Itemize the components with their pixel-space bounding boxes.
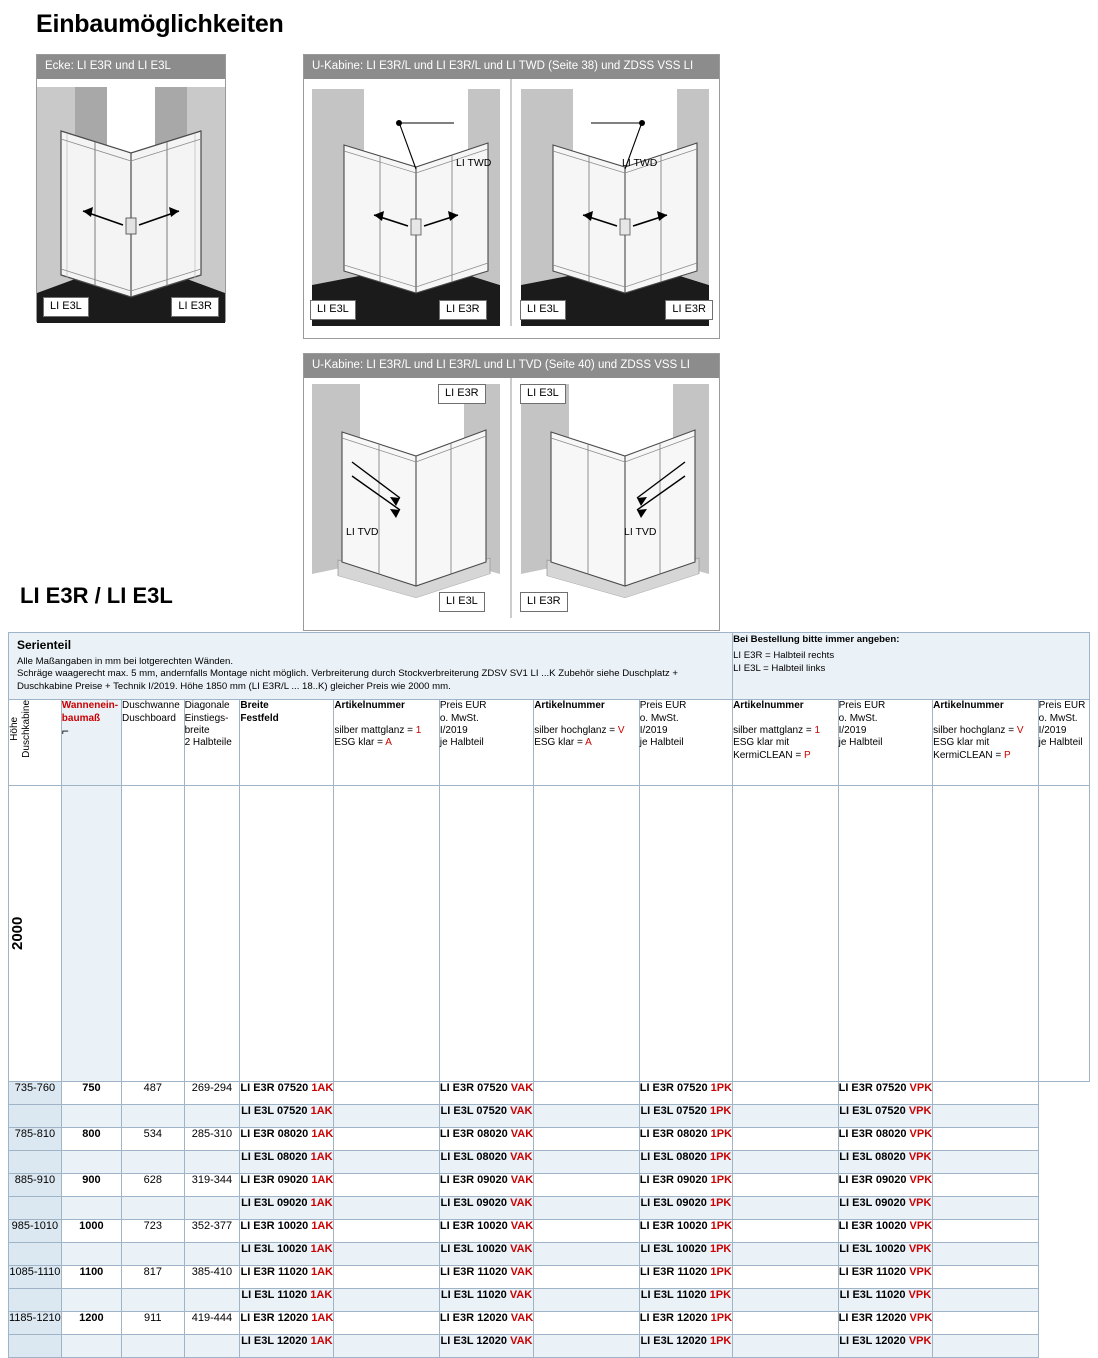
cell-preis-1 bbox=[334, 1082, 440, 1105]
cell-artikelnummer-1: LI E3R 07520 1AK bbox=[240, 1082, 334, 1105]
cell-artikelnummer-3: LI E3L 10020 1PK bbox=[639, 1243, 732, 1266]
cell-artikelnummer-2: LI E3R 11020 VAK bbox=[439, 1266, 533, 1289]
cell-wannenmass bbox=[9, 1151, 62, 1174]
cell-preis-4 bbox=[933, 1128, 1039, 1151]
spacer-cell bbox=[838, 786, 933, 1082]
cell-artikelnummer-2: LI E3R 12020 VAK bbox=[439, 1312, 533, 1335]
cell-artikelnummer-1: LI E3R 08020 1AK bbox=[240, 1128, 334, 1151]
serienteil-line-1: Alle Maßangaben in mm bei lotgerechten Wänden. bbox=[17, 656, 233, 667]
table-row bbox=[9, 1243, 1090, 1266]
cell-artikelnummer-2: LI E3L 10020 VAK bbox=[439, 1243, 533, 1266]
cell-preis-3 bbox=[733, 1151, 839, 1174]
cell-preis-1 bbox=[334, 1243, 440, 1266]
cell-diagonale bbox=[121, 1289, 184, 1312]
cell-diagonale: 723 bbox=[121, 1220, 184, 1243]
spacer-cell bbox=[334, 786, 440, 1082]
cell-preis-4 bbox=[933, 1335, 1039, 1358]
cell-preis-1 bbox=[334, 1105, 440, 1128]
cell-diagonale: 487 bbox=[121, 1082, 184, 1105]
spacer-cell bbox=[534, 786, 640, 1082]
price-table bbox=[8, 632, 1090, 1358]
table-row bbox=[9, 1220, 1090, 1243]
cell-artikelnummer-4: LI E3L 11020 VPK bbox=[838, 1289, 933, 1312]
cell-preis-3 bbox=[733, 1266, 839, 1289]
serienteil-line-3: Duschkabine Preise + Technik I/2019. Höhe 1850 mm (LI E3R/L ... 18..K) gleicher Preis wie 2000 mm. bbox=[17, 680, 451, 692]
label-li-tvd-left: LI TVD bbox=[346, 526, 379, 538]
order-note-line-2: LI E3L = Halbteil links bbox=[733, 663, 826, 674]
header-artikelnummer-2: Artikelnummer silber hochglanz = V ESG klar = A bbox=[534, 700, 640, 786]
cell-artikelnummer-4: LI E3R 09020 VPK bbox=[838, 1174, 933, 1197]
cell-artikelnummer-3: LI E3R 07520 1PK bbox=[639, 1082, 732, 1105]
cell-duschwanne bbox=[61, 1197, 121, 1220]
cell-breite-festfeld bbox=[184, 1243, 240, 1266]
cell-breite-festfeld: 269-294 bbox=[184, 1082, 240, 1105]
cell-artikelnummer-4: LI E3L 10020 VPK bbox=[838, 1243, 933, 1266]
cell-artikelnummer-3: LI E3L 12020 1PK bbox=[639, 1335, 732, 1358]
cell-preis-4 bbox=[933, 1082, 1039, 1105]
cell-wannenmass bbox=[9, 1243, 62, 1266]
label-li-e3r-twd-right: LI E3R bbox=[665, 300, 713, 320]
cell-preis-1 bbox=[334, 1174, 440, 1197]
cell-artikelnummer-1: LI E3L 10020 1AK bbox=[240, 1243, 334, 1266]
cell-preis-4 bbox=[933, 1105, 1039, 1128]
cell-artikelnummer-2: LI E3L 12020 VAK bbox=[439, 1335, 533, 1358]
header-hoehe: Höhe Duschkabine bbox=[9, 700, 62, 786]
cell-wannenmass: 735-760 bbox=[9, 1082, 62, 1105]
table-row bbox=[9, 1289, 1090, 1312]
cell-artikelnummer-3: LI E3R 12020 1PK bbox=[639, 1312, 732, 1335]
table-row bbox=[9, 1128, 1090, 1151]
table-row bbox=[9, 1105, 1090, 1128]
cell-artikelnummer-3: LI E3R 08020 1PK bbox=[639, 1128, 732, 1151]
cell-preis-1 bbox=[334, 1220, 440, 1243]
cell-artikelnummer-4: LI E3L 08020 VPK bbox=[838, 1151, 933, 1174]
header-artikelnummer-4: Artikelnummer silber hochglanz = V ESG klar mit KermiCLEAN = P bbox=[933, 700, 1039, 786]
label-li-tvd-right: LI TVD bbox=[624, 526, 657, 538]
cell-diagonale bbox=[121, 1335, 184, 1358]
cell-artikelnummer-1: LI E3L 12020 1AK bbox=[240, 1335, 334, 1358]
cell-preis-2 bbox=[534, 1335, 640, 1358]
header-duschwanne: Duschwanne Duschboard bbox=[121, 700, 184, 786]
cell-diagonale: 817 bbox=[121, 1266, 184, 1289]
cell-duschwanne bbox=[61, 1289, 121, 1312]
height-group-cell: 2000 bbox=[9, 786, 62, 1082]
cell-preis-3 bbox=[733, 1197, 839, 1220]
header-wannenmass: Wannenein- baumaß ⌐ bbox=[61, 700, 121, 786]
cell-preis-1 bbox=[334, 1197, 440, 1220]
cell-artikelnummer-4: LI E3L 12020 VPK bbox=[838, 1335, 933, 1358]
cell-preis-2 bbox=[534, 1082, 640, 1105]
cell-preis-2 bbox=[534, 1128, 640, 1151]
panel-caption-ukabine-twd: U-Kabine: LI E3R/L und LI E3R/L und LI TWD (Seite 38) und ZDSS VSS LI bbox=[304, 55, 719, 79]
diagram-panel-ukabine-twd bbox=[303, 54, 720, 339]
label-li-e3r-tvd-right-bottom: LI E3R bbox=[520, 592, 568, 612]
cell-diagonale bbox=[121, 1197, 184, 1220]
cell-preis-1 bbox=[334, 1128, 440, 1151]
table-row bbox=[9, 1174, 1090, 1197]
header-artikelnummer-3: Artikelnummer silber mattglanz = 1 ESG klar mit KermiCLEAN = P bbox=[733, 700, 839, 786]
cell-diagonale: 534 bbox=[121, 1128, 184, 1151]
cell-preis-2 bbox=[534, 1266, 640, 1289]
cell-preis-4 bbox=[933, 1197, 1039, 1220]
cell-preis-2 bbox=[534, 1197, 640, 1220]
cell-artikelnummer-3: LI E3R 11020 1PK bbox=[639, 1266, 732, 1289]
cell-wannenmass: 1085-1110 bbox=[9, 1266, 62, 1289]
header-artikelnummer-1: Artikelnummer silber mattglanz = 1 ESG klar = A bbox=[334, 700, 440, 786]
cell-artikelnummer-4: LI E3L 09020 VPK bbox=[838, 1197, 933, 1220]
cell-artikelnummer-4: LI E3R 08020 VPK bbox=[838, 1128, 933, 1151]
cell-preis-3 bbox=[733, 1174, 839, 1197]
cell-preis-4 bbox=[933, 1266, 1039, 1289]
cell-wannenmass bbox=[9, 1289, 62, 1312]
cell-artikelnummer-1: LI E3L 09020 1AK bbox=[240, 1197, 334, 1220]
cell-artikelnummer-1: LI E3L 11020 1AK bbox=[240, 1289, 334, 1312]
cell-diagonale: 911 bbox=[121, 1312, 184, 1335]
cell-artikelnummer-1: LI E3L 07520 1AK bbox=[240, 1105, 334, 1128]
cell-artikelnummer-1: LI E3R 11020 1AK bbox=[240, 1266, 334, 1289]
cell-preis-3 bbox=[733, 1105, 839, 1128]
label-li-e3l-tvd-left-bottom: LI E3L bbox=[439, 592, 485, 612]
table-header-row bbox=[9, 700, 1090, 786]
cell-duschwanne: 1200 bbox=[61, 1312, 121, 1335]
header-preis-1: Preis EUR o. MwSt. I/2019 je Halbteil bbox=[439, 700, 533, 786]
cell-breite-festfeld: 419-444 bbox=[184, 1312, 240, 1335]
serienteil-note bbox=[9, 633, 733, 700]
serienteil-title: Serienteil bbox=[17, 638, 72, 652]
cell-preis-4 bbox=[933, 1289, 1039, 1312]
cell-artikelnummer-2: LI E3R 07520 VAK bbox=[439, 1082, 533, 1105]
order-note-line-1: LI E3R = Halbteil rechts bbox=[733, 650, 835, 661]
cell-preis-2 bbox=[534, 1243, 640, 1266]
cell-breite-festfeld: 319-344 bbox=[184, 1174, 240, 1197]
cell-artikelnummer-2: LI E3R 10020 VAK bbox=[439, 1220, 533, 1243]
cell-preis-4 bbox=[933, 1174, 1039, 1197]
cell-preis-1 bbox=[334, 1151, 440, 1174]
spacer-cell bbox=[61, 786, 121, 1082]
cell-duschwanne bbox=[61, 1335, 121, 1358]
cell-preis-4 bbox=[933, 1312, 1039, 1335]
cell-artikelnummer-4: LI E3L 07520 VPK bbox=[838, 1105, 933, 1128]
table-row bbox=[9, 1266, 1090, 1289]
cell-preis-3 bbox=[733, 1289, 839, 1312]
cell-wannenmass: 785-810 bbox=[9, 1128, 62, 1151]
table-row bbox=[9, 1335, 1090, 1358]
cell-preis-2 bbox=[534, 1312, 640, 1335]
header-preis-4: Preis EUR o. MwSt. I/2019 je Halbteil bbox=[1038, 700, 1089, 786]
cell-duschwanne: 800 bbox=[61, 1128, 121, 1151]
cell-artikelnummer-1: LI E3L 08020 1AK bbox=[240, 1151, 334, 1174]
cell-wannenmass bbox=[9, 1197, 62, 1220]
cell-artikelnummer-1: LI E3R 12020 1AK bbox=[240, 1312, 334, 1335]
table-row bbox=[9, 1151, 1090, 1174]
cell-duschwanne: 1100 bbox=[61, 1266, 121, 1289]
label-li-e3r-ecke: LI E3R bbox=[171, 297, 219, 317]
label-li-e3l-twd-left: LI E3L bbox=[310, 300, 356, 320]
table-spacer-row bbox=[9, 786, 1090, 1082]
order-note bbox=[733, 633, 1090, 700]
label-li-e3l-ecke: LI E3L bbox=[43, 297, 89, 317]
cell-artikelnummer-2: LI E3R 08020 VAK bbox=[439, 1128, 533, 1151]
cell-duschwanne bbox=[61, 1151, 121, 1174]
cell-wannenmass: 1185-1210 bbox=[9, 1312, 62, 1335]
label-li-e3r-twd-left: LI E3R bbox=[439, 300, 487, 320]
spacer-cell bbox=[240, 786, 334, 1082]
cell-diagonale bbox=[121, 1243, 184, 1266]
cell-artikelnummer-3: LI E3L 07520 1PK bbox=[639, 1105, 732, 1128]
header-diagonale: Diagonale Einstiegs- breite 2 Halbteile bbox=[184, 700, 240, 786]
cell-duschwanne: 900 bbox=[61, 1174, 121, 1197]
cell-diagonale bbox=[121, 1105, 184, 1128]
cell-artikelnummer-4: LI E3R 07520 VPK bbox=[838, 1082, 933, 1105]
header-preis-3: Preis EUR o. MwSt. I/2019 je Halbteil bbox=[838, 700, 933, 786]
cell-preis-2 bbox=[534, 1289, 640, 1312]
cell-breite-festfeld bbox=[184, 1197, 240, 1220]
label-li-e3l-twd-right: LI E3L bbox=[520, 300, 566, 320]
cell-duschwanne: 1000 bbox=[61, 1220, 121, 1243]
cell-preis-2 bbox=[534, 1105, 640, 1128]
spacer-cell bbox=[639, 786, 732, 1082]
cell-preis-1 bbox=[334, 1312, 440, 1335]
spacer-cell bbox=[439, 786, 533, 1082]
cell-preis-3 bbox=[733, 1335, 839, 1358]
cell-breite-festfeld: 385-410 bbox=[184, 1266, 240, 1289]
page-title: Einbaumöglichkeiten bbox=[36, 10, 284, 38]
header-preis-2: Preis EUR o. MwSt. I/2019 je Halbteil bbox=[639, 700, 732, 786]
cell-preis-3 bbox=[733, 1220, 839, 1243]
table-note-row bbox=[9, 633, 1090, 700]
cell-preis-1 bbox=[334, 1289, 440, 1312]
cell-artikelnummer-3: LI E3R 09020 1PK bbox=[639, 1174, 732, 1197]
cell-artikelnummer-1: LI E3R 09020 1AK bbox=[240, 1174, 334, 1197]
cell-artikelnummer-2: LI E3L 09020 VAK bbox=[439, 1197, 533, 1220]
label-li-twd-right: LI TWD bbox=[622, 157, 658, 169]
cell-breite-festfeld bbox=[184, 1335, 240, 1358]
spacer-cell bbox=[933, 786, 1039, 1082]
panel-caption-ecke: Ecke: LI E3R und LI E3L bbox=[37, 55, 225, 79]
cell-preis-3 bbox=[733, 1128, 839, 1151]
cell-artikelnummer-2: LI E3R 09020 VAK bbox=[439, 1174, 533, 1197]
cell-breite-festfeld bbox=[184, 1151, 240, 1174]
spacer-cell bbox=[184, 786, 240, 1082]
cell-artikelnummer-4: LI E3R 12020 VPK bbox=[838, 1312, 933, 1335]
cell-preis-1 bbox=[334, 1266, 440, 1289]
product-title: LI E3R / LI E3L bbox=[20, 583, 173, 608]
cell-artikelnummer-2: LI E3L 11020 VAK bbox=[439, 1289, 533, 1312]
cell-wannenmass bbox=[9, 1335, 62, 1358]
cell-diagonale: 628 bbox=[121, 1174, 184, 1197]
cell-preis-3 bbox=[733, 1243, 839, 1266]
cell-wannenmass: 885-910 bbox=[9, 1174, 62, 1197]
cell-preis-4 bbox=[933, 1243, 1039, 1266]
spacer-cell bbox=[1038, 786, 1089, 1082]
diagram-panel-ecke bbox=[36, 54, 226, 322]
cell-wannenmass: 985-1010 bbox=[9, 1220, 62, 1243]
label-li-e3r-tvd-left-top: LI E3R bbox=[438, 384, 486, 404]
spacer-cell bbox=[733, 786, 839, 1082]
cell-duschwanne: 750 bbox=[61, 1082, 121, 1105]
cell-duschwanne bbox=[61, 1105, 121, 1128]
cell-preis-2 bbox=[534, 1220, 640, 1243]
cell-breite-festfeld: 352-377 bbox=[184, 1220, 240, 1243]
cell-preis-1 bbox=[334, 1335, 440, 1358]
label-li-e3l-tvd-right-top: LI E3L bbox=[520, 384, 566, 404]
cell-preis-2 bbox=[534, 1174, 640, 1197]
cell-artikelnummer-3: LI E3L 11020 1PK bbox=[639, 1289, 732, 1312]
cell-breite-festfeld: 285-310 bbox=[184, 1128, 240, 1151]
table-row bbox=[9, 1082, 1090, 1105]
cell-duschwanne bbox=[61, 1243, 121, 1266]
cell-artikelnummer-4: LI E3R 10020 VPK bbox=[838, 1220, 933, 1243]
cell-diagonale bbox=[121, 1151, 184, 1174]
spacer-cell bbox=[121, 786, 184, 1082]
order-note-title: Bei Bestellung bitte immer angeben: bbox=[733, 634, 900, 645]
cell-preis-3 bbox=[733, 1082, 839, 1105]
cell-preis-2 bbox=[534, 1151, 640, 1174]
table-row bbox=[9, 1197, 1090, 1220]
cell-artikelnummer-4: LI E3R 11020 VPK bbox=[838, 1266, 933, 1289]
diagram-panel-ukabine-tvd bbox=[303, 353, 720, 631]
label-li-twd-left: LI TWD bbox=[456, 157, 492, 169]
table-row bbox=[9, 1312, 1090, 1335]
cell-breite-festfeld bbox=[184, 1289, 240, 1312]
cell-preis-4 bbox=[933, 1151, 1039, 1174]
cell-artikelnummer-2: LI E3L 08020 VAK bbox=[439, 1151, 533, 1174]
cell-wannenmass bbox=[9, 1105, 62, 1128]
cell-artikelnummer-2: LI E3L 07520 VAK bbox=[439, 1105, 533, 1128]
cell-artikelnummer-3: LI E3L 09020 1PK bbox=[639, 1197, 732, 1220]
serienteil-line-2: Schräge waagerecht max. 5 mm, andernfalls Montage nicht möglich. Verbreiterung durch Stockverbreiterung ZDSV SV1 LI ...K Zubehör siehe Duschplatz + bbox=[17, 668, 678, 680]
cell-breite-festfeld bbox=[184, 1105, 240, 1128]
cell-preis-4 bbox=[933, 1220, 1039, 1243]
cell-artikelnummer-3: LI E3R 10020 1PK bbox=[639, 1220, 732, 1243]
panel-caption-ukabine-tvd: U-Kabine: LI E3R/L und LI E3R/L und LI TVD (Seite 40) und ZDSS VSS LI bbox=[304, 354, 719, 378]
cell-artikelnummer-1: LI E3R 10020 1AK bbox=[240, 1220, 334, 1243]
header-breite-festfeld: Breite Festfeld bbox=[240, 700, 334, 786]
cell-preis-3 bbox=[733, 1312, 839, 1335]
cell-artikelnummer-3: LI E3L 08020 1PK bbox=[639, 1151, 732, 1174]
